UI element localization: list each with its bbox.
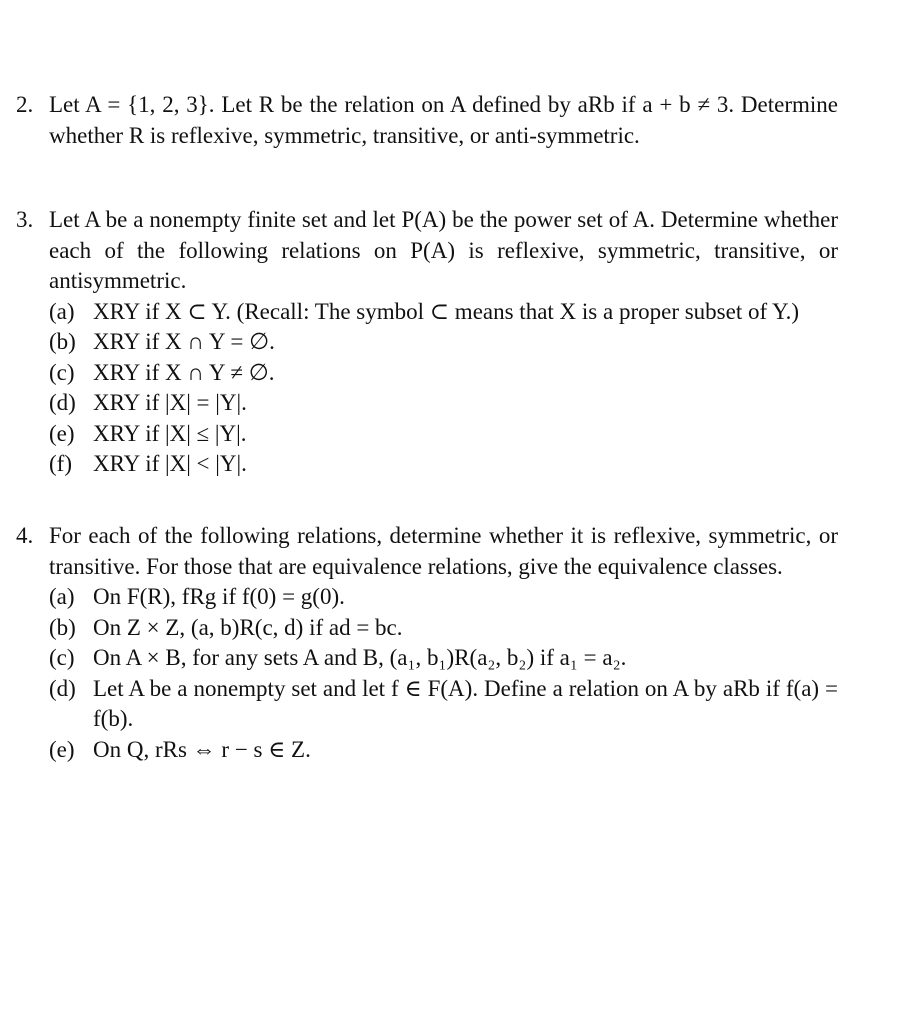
part-text: XRY if |X| = |Y|.	[93, 390, 247, 415]
part-label: (b)	[49, 329, 76, 354]
part-e	[16, 419, 838, 450]
part-d	[16, 388, 838, 419]
part-text: XRY if X ∩ Y ≠ ∅.	[93, 359, 275, 385]
part-text: On F(R), fRg if f(0) = g(0).	[93, 584, 345, 609]
part-d	[16, 674, 838, 735]
part-c	[16, 358, 838, 389]
part-label: (c)	[49, 359, 75, 385]
part-e	[16, 735, 838, 766]
problem-4	[16, 521, 838, 765]
problem-parts	[16, 297, 838, 480]
part-text: Let A be a nonempty set and let f ∈ F(A). Define a relation on A by aRb if f(a) = f(b).	[93, 675, 838, 731]
part-label: (a)	[49, 584, 75, 609]
part-text: XRY if |X| < |Y|.	[93, 451, 247, 476]
part-label: (a)	[49, 298, 75, 324]
problem-number: 2.	[16, 92, 34, 117]
part-a	[16, 297, 838, 328]
problem-number: 3.	[16, 207, 34, 232]
problem-text: For each of the following relations, determine whether it is reflexive, symmetric, or transitive. For those that are equivalence relations, give the equivalence classes.	[49, 523, 838, 579]
part-f	[16, 449, 838, 480]
part-b	[16, 613, 838, 644]
part-label: (d)	[49, 390, 76, 415]
problem-number: 4.	[16, 523, 34, 548]
part-text: XRY if X ∩ Y = ∅.	[93, 329, 275, 354]
part-text: XRY if X ⊂ Y. (Recall: The symbol ⊂ means that X is a proper subset of Y.)	[93, 298, 800, 324]
part-label: (d)	[49, 675, 76, 701]
part-label: (e)	[49, 420, 75, 446]
problem-2	[16, 90, 838, 151]
problem-3	[16, 205, 838, 480]
problem-text: Let A be a nonempty finite set and let P(A) be the power set of A. Determine whether each of the following relations on P(A) is reflexive, symmetric, transitive, or antisymmetric.	[49, 207, 838, 293]
part-label: (b)	[49, 614, 76, 640]
part-a	[16, 582, 838, 613]
part-label: (e)	[49, 736, 75, 762]
part-b	[16, 327, 838, 358]
problem-text: Let A = {1, 2, 3}. Let R be the relation on A defined by aRb if a + b ≠ 3. Determine whether R is reflexive, symmetric, transitive, or anti-symmetric.	[49, 92, 838, 148]
part-text: XRY if |X| ≤ |Y|.	[93, 420, 247, 446]
part-text: On A × B, for any sets A and B, (a₁, b₁)R(a₂, b₂) if a₁ = a₂.	[93, 645, 627, 670]
part-label: (f)	[49, 451, 72, 476]
part-text: On Q, rRs ⇔ r − s ∈ Z.	[93, 736, 311, 762]
part-c	[16, 643, 838, 674]
part-text: On Z × Z, (a, b)R(c, d) if ad = bc.	[93, 614, 403, 640]
problem-parts	[16, 582, 838, 765]
part-label: (c)	[49, 645, 75, 670]
